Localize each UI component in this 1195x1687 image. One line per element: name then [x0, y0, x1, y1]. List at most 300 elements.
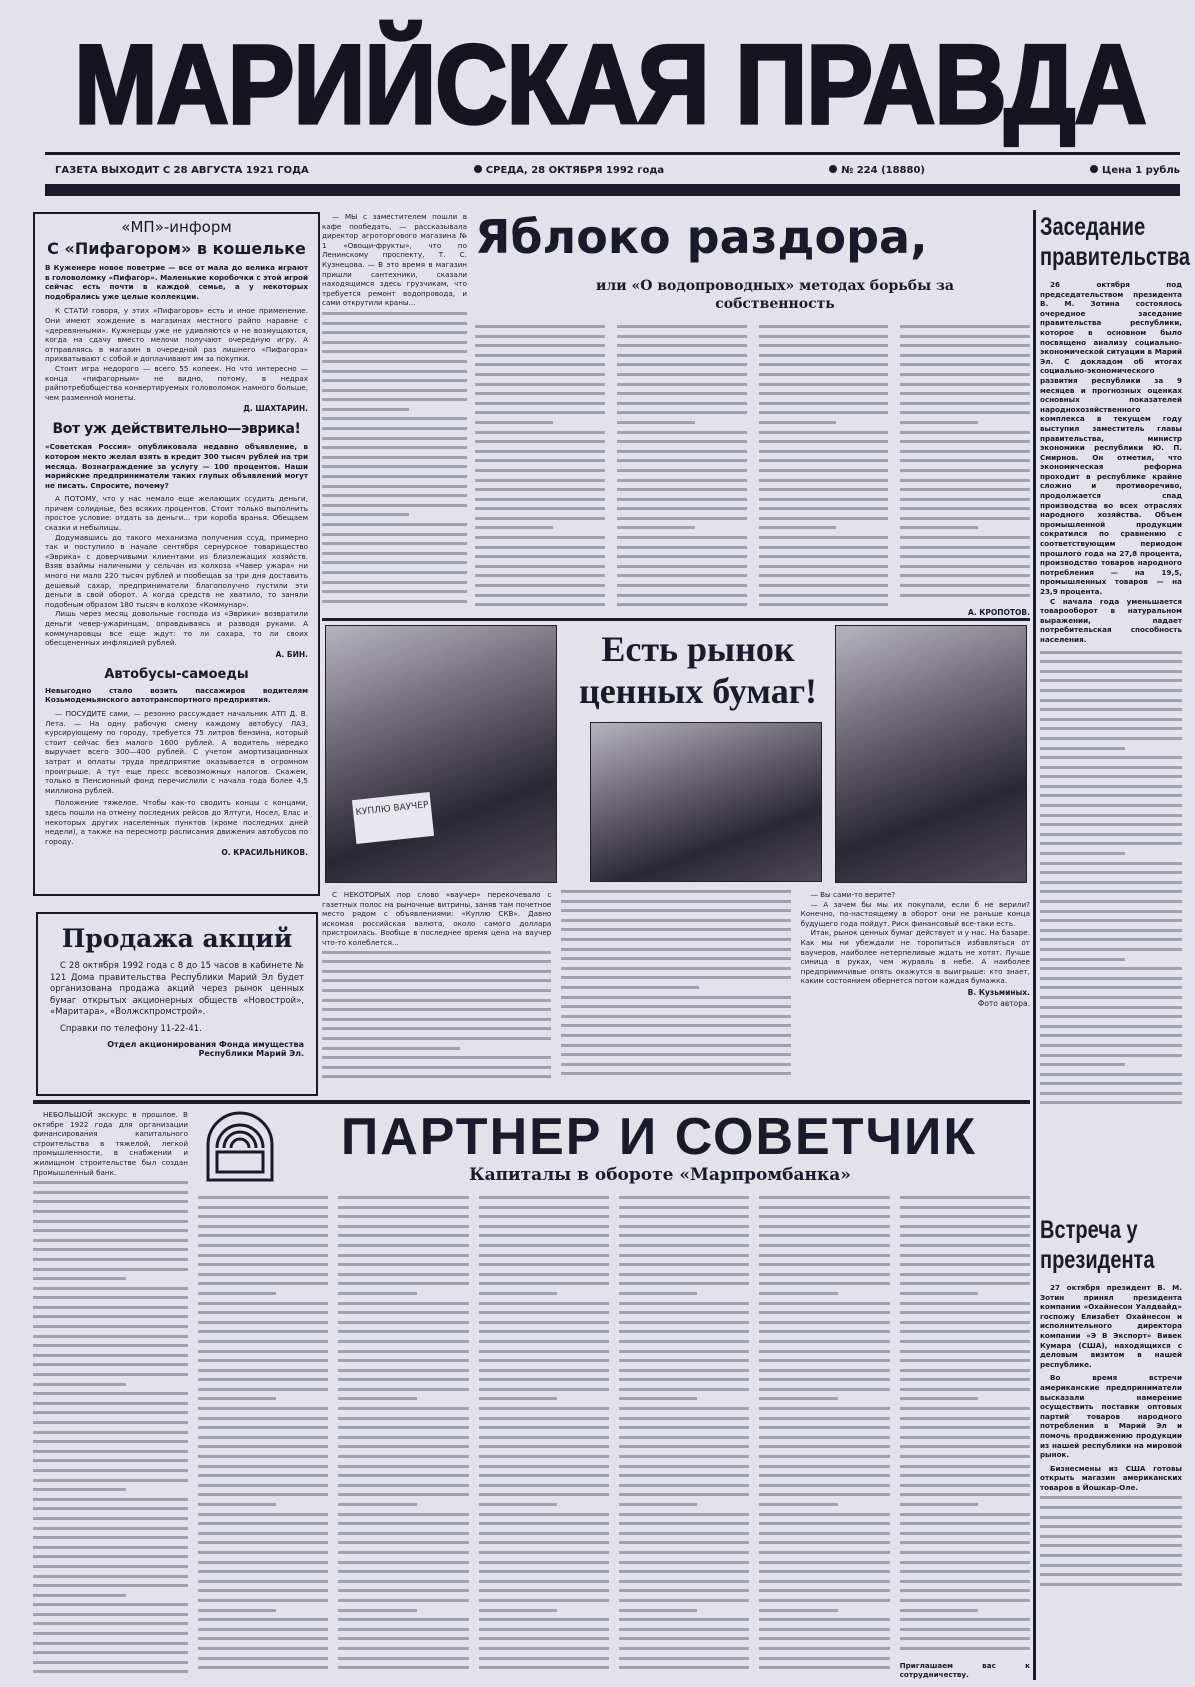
text-line [759, 1321, 889, 1324]
text-line [33, 1373, 188, 1376]
text-line [1040, 708, 1182, 711]
text-line [759, 1484, 889, 1487]
text-line [900, 1445, 1030, 1448]
text-line [619, 1637, 749, 1640]
text-line [759, 469, 889, 472]
text-line [475, 450, 605, 453]
text-lines [1040, 1496, 1182, 1596]
text-line [561, 1044, 790, 1047]
text-line [322, 379, 467, 382]
text-line [619, 1599, 749, 1602]
apple-column [322, 212, 467, 617]
text-line [619, 1589, 749, 1592]
text-line [198, 1493, 328, 1496]
text-line [198, 1330, 328, 1333]
article-lead: «Советская Россия» опубликовала недавно объявление, в котором некто желал взять в кредит 300 тысяч рублей на три месяца. Вознаграждение за услугу — 100 процентов. Наши марийские предприниматели таких глупых объявлений могут не писать. Спросите, почему? [45, 442, 308, 490]
text-line [479, 1541, 609, 1544]
text-line [338, 1455, 468, 1458]
text-line [617, 498, 747, 501]
text-line [619, 1282, 749, 1285]
text-line [198, 1292, 276, 1295]
text-line [900, 1369, 1030, 1372]
text-line [759, 1666, 889, 1669]
text-line [198, 1397, 276, 1400]
text-line [759, 1465, 889, 1468]
text-line [33, 1613, 188, 1616]
text-line [338, 1465, 468, 1468]
text-line [198, 1589, 328, 1592]
text-line [1040, 948, 1182, 951]
text-line [33, 1517, 188, 1520]
text-line [561, 1072, 790, 1075]
text-line [33, 1268, 188, 1271]
text-line [479, 1263, 609, 1266]
text-line [322, 513, 409, 516]
text-line [198, 1350, 328, 1353]
paragraph: С начала года уменьшается товарооборот в натуральном выражении, падает потребительская способность населения. [1040, 596, 1182, 644]
text-line [900, 1244, 1030, 1247]
text-line [198, 1263, 328, 1266]
text-line [759, 1493, 889, 1496]
text-line [759, 1292, 837, 1295]
text-line [759, 584, 889, 587]
byline: А. КРОПОТОВ. [968, 608, 1030, 617]
text-line [759, 373, 889, 376]
text-line [479, 1570, 609, 1573]
text-line [619, 1570, 749, 1573]
marprombank-logo-icon [205, 1110, 275, 1182]
text-line [1040, 881, 1182, 884]
text-line [338, 1609, 416, 1612]
paragraph: Приглашаем вас к сотрудничеству. [899, 1660, 1030, 1680]
text-line [619, 1503, 697, 1506]
text-line [322, 970, 551, 973]
text-line [322, 417, 467, 420]
text-line [900, 431, 1030, 434]
text-lines [198, 1196, 328, 1680]
text-line [619, 1541, 749, 1544]
text-line [759, 555, 889, 558]
text-line [1040, 1583, 1182, 1586]
text-line [198, 1628, 328, 1631]
text-line [759, 1330, 889, 1333]
text-line [1040, 1006, 1182, 1009]
text-line [198, 1657, 328, 1660]
text-line [759, 411, 889, 414]
text-line [338, 1206, 468, 1209]
text-line [1040, 852, 1125, 855]
text-line [900, 1215, 1030, 1218]
text-line [900, 1647, 1030, 1650]
text-line [561, 890, 790, 893]
text-line [338, 1561, 468, 1564]
text-line [33, 1565, 188, 1568]
text-line [198, 1484, 328, 1487]
photo-street-crowd [835, 625, 1027, 883]
text-line [338, 1436, 468, 1439]
text-line [198, 1196, 328, 1199]
text-line [322, 1066, 551, 1069]
text-line [1040, 775, 1182, 778]
text-line [900, 440, 1030, 443]
text-line [900, 1465, 1030, 1468]
text-line [1040, 958, 1125, 961]
photo-market-crowd [590, 722, 822, 882]
text-line [198, 1273, 328, 1276]
text-line [759, 479, 889, 482]
text-line [198, 1225, 328, 1228]
text-line [617, 363, 747, 366]
text-line [322, 561, 467, 564]
text-line [338, 1350, 468, 1353]
text-line [900, 1628, 1030, 1631]
divider [45, 152, 1180, 155]
text-line [759, 1417, 889, 1420]
text-line [1040, 1525, 1182, 1528]
divider [1033, 210, 1036, 1680]
text-lines [33, 1181, 188, 1681]
text-line [619, 1359, 749, 1362]
photo-credit: Фото автора. [977, 998, 1030, 1008]
text-line [900, 517, 1030, 520]
text-line [1040, 833, 1182, 836]
text-line [322, 1047, 460, 1050]
text-line [900, 1263, 1030, 1266]
text-line [475, 431, 605, 434]
text-line [475, 325, 605, 328]
text-line [617, 373, 747, 376]
text-line [322, 485, 467, 488]
text-line [322, 552, 467, 555]
text-line [479, 1273, 609, 1276]
text-line [198, 1503, 276, 1506]
paragraph: — ПОСУДИТЕ сами, — резонно рассуждает начальник АТП Д. В. Лета. — На одну рабочую смену каждому автобусу ЛАЗ, курсирующему по городу, требуется 75 литров бензина, который стоит сейчас без малого 1600 рублей. А водитель нередко выручает всего 300—400 рублей. С учетом амортизационных затрат и оплаты труда предприятие оказывается в огромном проигрыше. А тут еще пресс всевозможных налогов. Скажем, только в Пенсионный фонд перечислили с начала года более 4,5 миллиона рублей. [45, 708, 308, 795]
text-line [619, 1666, 749, 1669]
text-line [759, 574, 889, 577]
text-line [1040, 766, 1182, 769]
text-line [759, 1647, 889, 1650]
text-line [475, 411, 605, 414]
phone-info: Справки по телефону 11-22-41. [60, 1023, 202, 1034]
text-line [33, 1181, 188, 1184]
text-line [900, 1330, 1030, 1333]
text-line [561, 1005, 790, 1008]
text-line [900, 565, 1030, 568]
text-line [479, 1234, 609, 1237]
text-line [619, 1484, 749, 1487]
text-line [619, 1522, 749, 1525]
text-line [198, 1551, 328, 1554]
text-line [1040, 689, 1182, 692]
text-line [33, 1622, 188, 1625]
text-line [759, 1522, 889, 1525]
text-line [33, 1546, 188, 1549]
text-line [1040, 737, 1182, 740]
text-line [759, 1206, 889, 1209]
text-line [338, 1551, 468, 1554]
text-line [759, 1388, 889, 1391]
text-line [900, 1378, 1030, 1381]
text-line [479, 1206, 609, 1209]
text-line [475, 459, 605, 462]
bank-columns [198, 1196, 1030, 1680]
byline: В. Кузьминых. [967, 987, 1030, 997]
text-line [479, 1609, 557, 1612]
photo-voucher-seller [325, 625, 557, 883]
text-line [33, 1392, 188, 1395]
text-line [759, 1426, 889, 1429]
article-title: Вот уж действительно—эврика! [52, 421, 301, 438]
text-line [33, 1603, 188, 1606]
text-line [900, 574, 1030, 577]
text-lines [322, 312, 467, 612]
text-line [1040, 910, 1182, 913]
text-line [198, 1378, 328, 1381]
text-line [322, 350, 467, 353]
text-line [759, 1244, 889, 1247]
text-line [479, 1215, 609, 1218]
text-line [759, 1234, 889, 1237]
text-line [198, 1340, 328, 1343]
text-line [619, 1321, 749, 1324]
text-line [619, 1254, 749, 1257]
text-line [338, 1426, 468, 1429]
text-line [900, 411, 1030, 414]
text-lines [759, 1196, 889, 1680]
text-line [322, 331, 467, 334]
text-line [198, 1407, 328, 1410]
text-line [322, 542, 467, 545]
issue-number: № 224 (18880) [829, 165, 925, 176]
text-line [338, 1666, 468, 1669]
text-line [900, 1359, 1030, 1362]
text-line [198, 1609, 276, 1612]
text-line [322, 437, 467, 440]
text-line [759, 1541, 889, 1544]
text-line [1040, 871, 1182, 874]
text-line [759, 383, 889, 386]
text-line [33, 1191, 188, 1194]
text-line [479, 1647, 609, 1650]
text-line [475, 488, 605, 491]
text-line [33, 1229, 188, 1232]
text-line [1040, 785, 1182, 788]
text-line [479, 1580, 609, 1583]
text-line [322, 581, 467, 584]
text-line [900, 1397, 978, 1400]
text-line [475, 469, 605, 472]
text-line [198, 1426, 328, 1429]
text-line [338, 1445, 468, 1448]
text-line [322, 456, 467, 459]
text-line [479, 1378, 609, 1381]
bank-subtitle: Капиталы в обороте «Марпромбанка» [469, 1165, 851, 1185]
text-line [338, 1244, 468, 1247]
text-line [900, 1254, 1030, 1257]
text-line [759, 335, 889, 338]
text-line [475, 440, 605, 443]
divider [33, 1100, 1030, 1104]
paragraph: Додумавшись до такого механизма получения ссуд, примерно так и поступило в начале сентября сернурское товарищество «Эврика» с доверчивыми клиентами из близлежащих хозяйств. Взяв взаймы наличными у сельчан из колхоза «Чавер ужара» ни много ни мало 220 тысяч рублей и пообещав за три дня доставить дешевый сахар, предприниматели благополучно пустили эти деньги в свой оборот. А когда средств не хватило, то заняли подобным образом 180 тысяч в колхозе «Коммунар». [45, 532, 308, 609]
text-line [475, 584, 605, 587]
text-line [1040, 938, 1182, 941]
text-line [33, 1411, 188, 1414]
text-line [338, 1493, 468, 1496]
text-line [1040, 1573, 1182, 1576]
text-line [617, 488, 747, 491]
text-line [338, 1292, 416, 1295]
text-line [1040, 1564, 1182, 1567]
text-line [1040, 1082, 1182, 1085]
text-line [198, 1282, 328, 1285]
text-line [479, 1292, 557, 1295]
text-line [900, 498, 1030, 501]
text-line [759, 1225, 889, 1228]
text-line [322, 1008, 551, 1011]
text-line [759, 565, 889, 568]
text-line [33, 1661, 188, 1664]
masthead-bar [45, 184, 1180, 196]
text-line [198, 1215, 328, 1218]
text-line [33, 1488, 126, 1491]
text-line [617, 594, 747, 597]
paragraph: Стоит игра недорого — всего 55 копеек. Но что интересно — конца «пифагорным» не видно, потому, в недрах райпотребобщества конвертируемых головоломок намного больше, чем разменной монеты. [45, 363, 308, 402]
text-line [619, 1445, 749, 1448]
text-line [338, 1637, 468, 1640]
text-line [198, 1417, 328, 1420]
bank-left-column [33, 1110, 188, 1680]
text-line [900, 1302, 1030, 1305]
text-line [322, 590, 467, 593]
market-title: Есть рынок ценных бумаг! [578, 629, 818, 711]
paragraph: С НЕКОТОРЫХ пор слово «ваучер» перекочевало с газетных полос на рыночные витрины, заняв там почетное место рядом с объявлениями: «Куплю СКВ». Давно искомая российская валюта, около самого доллара пристроилась. Вообще в последнее время цена на ваучер что-то колеблется... [322, 890, 552, 947]
text-line [322, 446, 467, 449]
text-line [617, 555, 747, 558]
text-line [617, 565, 747, 568]
text-line [338, 1532, 468, 1535]
text-line [561, 1053, 790, 1056]
text-line [1040, 1025, 1182, 1028]
text-line [1040, 1073, 1182, 1076]
text-line [759, 1445, 889, 1448]
text-line [900, 1589, 1030, 1592]
text-line [33, 1287, 188, 1290]
text-line [338, 1254, 468, 1257]
text-line [198, 1311, 328, 1314]
text-line [900, 325, 1030, 328]
text-line [338, 1570, 468, 1573]
divider [322, 618, 1030, 621]
text-line [900, 1234, 1030, 1237]
text-lines [759, 325, 889, 617]
text-line [617, 517, 747, 520]
text-line [759, 1436, 889, 1439]
text-line [475, 555, 605, 558]
text-line [33, 1555, 188, 1558]
text-line [322, 960, 551, 963]
text-line [1040, 842, 1182, 845]
text-line [617, 546, 747, 549]
text-line [759, 1532, 889, 1535]
text-line [1040, 1544, 1182, 1547]
text-line [617, 479, 747, 482]
text-line [475, 498, 605, 501]
text-line [759, 1196, 889, 1199]
text-line [617, 526, 695, 529]
text-line [900, 1541, 1030, 1544]
text-line [561, 1024, 790, 1027]
text-line [198, 1369, 328, 1372]
text-line [900, 1551, 1030, 1554]
text-line [759, 507, 889, 510]
text-line [619, 1513, 749, 1516]
text-line [322, 389, 467, 392]
text-line [619, 1244, 749, 1247]
text-line [33, 1248, 188, 1251]
inform-box [33, 212, 320, 896]
text-line [617, 325, 747, 328]
text-line [759, 594, 889, 597]
text-line [198, 1388, 328, 1391]
text-line [1040, 1516, 1182, 1519]
text-line [759, 488, 889, 491]
text-line [322, 398, 467, 401]
text-line [900, 1609, 978, 1612]
text-line [900, 1484, 1030, 1487]
text-line [617, 469, 747, 472]
text-line [475, 565, 605, 568]
text-line [479, 1196, 609, 1199]
text-line [900, 546, 1030, 549]
text-line [198, 1541, 328, 1544]
text-line [479, 1599, 609, 1602]
gov-article [1040, 212, 1190, 1121]
text-line [619, 1378, 749, 1381]
text-line [475, 574, 605, 577]
text-line [619, 1532, 749, 1535]
text-line [900, 507, 1030, 510]
text-line [619, 1225, 749, 1228]
text-line [479, 1369, 609, 1372]
text-line [900, 1513, 1030, 1516]
text-line [475, 354, 605, 357]
paragraph: — Вы сами-то верите? [810, 890, 896, 899]
article-lead: Невыгодно стало возить пассажиров водителям Козьмодемьянского автотранспортного предприятия. [45, 685, 308, 705]
text-line [475, 373, 605, 376]
text-line [900, 392, 1030, 395]
text-line [475, 517, 605, 520]
text-line [479, 1618, 609, 1621]
text-line [338, 1340, 468, 1343]
text-line [900, 1580, 1030, 1583]
text-line [33, 1459, 188, 1462]
text-line [479, 1311, 609, 1314]
text-line [1040, 862, 1182, 865]
text-line [198, 1445, 328, 1448]
text-lines [617, 325, 747, 617]
text-line [617, 440, 747, 443]
text-line [198, 1474, 328, 1477]
text-line [322, 523, 467, 526]
text-line [322, 427, 467, 430]
text-line [617, 536, 747, 539]
text-line [759, 431, 889, 434]
text-line [33, 1335, 188, 1338]
text-line [759, 1657, 889, 1660]
text-line [619, 1657, 749, 1660]
text-line [1040, 804, 1182, 807]
text-line [475, 479, 605, 482]
